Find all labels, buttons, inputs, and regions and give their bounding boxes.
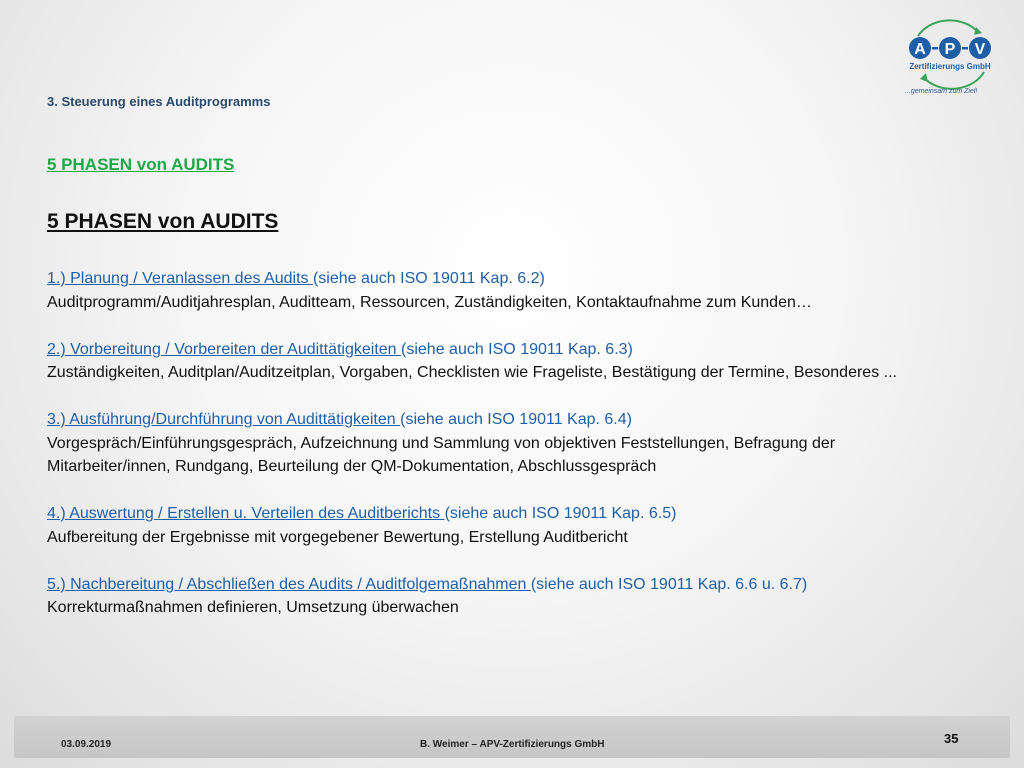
phase-link[interactable]: 3.) Ausführung/Durchführung von Audittätigkeiten [47,411,401,428]
phase-description: Korrekturmaßnahmen definieren, Umsetzung überwachen [47,599,459,616]
footer-author: B. Weimer – APV-Zertifizierungs GmbH [420,739,605,750]
phase-link[interactable]: 2.) Vorbereitung / Vorbereiten der Audittätigkeiten [47,340,402,358]
section-title: 3. Steuerung eines Auditprogramms [47,94,271,109]
phase-description: Aufbereitung der Ergebnisse mit vorgegebener Bewertung, Erstellung Auditbericht [47,528,628,546]
phase-item [47,502,947,549]
phase-reference: (siehe auch ISO 19011 Kap. 6.2) [312,270,545,287]
phase-item [47,573,947,620]
page-number: 35 [944,731,959,746]
logo-company: Zertifizierungs GmbH [909,62,991,71]
logo-letter-v: V [974,41,986,58]
phase-list [47,267,947,643]
logo-letter-a: A [914,41,926,58]
footer-bar [14,716,1010,758]
phase-description: Zuständigkeiten, Auditplan/Auditzeitplan, Vorgaben, Checklisten wie Frageliste, Bestätigung der Termine, Besonderes ... [47,364,897,381]
phase-link[interactable]: 4.) Auswertung / Erstellen u. Verteilen des Auditberichts [47,505,445,522]
phase-reference: (siehe auch ISO 19011 Kap. 6.6 u. 6.7) [530,575,808,593]
phase-description: Vorgespräch/Einführungsgespräch, Aufzeichnung und Sammlung von objektiven Feststellungen, Befragung der Mitarbeiter/innen, Rundgang, Beurteilung der QM-Dokumentation, Abschlussgespräch [47,434,836,475]
phase-reference: (siehe auch ISO 19011 Kap. 6.3) [401,340,633,358]
phase-link[interactable]: 5.) Nachbereitung / Abschließen des Audits / Auditfolgemaßnahmen [47,575,531,593]
phase-item [47,267,947,314]
phase-description: Auditprogramm/Auditjahresplan, Auditteam, Ressourcen, Zuständigkeiten, Kontaktaufnahme zum Kunden… [47,293,812,311]
logo-letter-p: P [944,41,956,58]
main-heading: 5 PHASEN von AUDITS [47,210,279,233]
phase-link[interactable]: 1.) Planung / Veranlassen des Audits [47,270,313,287]
green-heading: 5 PHASEN von AUDITS [47,155,235,174]
phase-reference: (siehe auch ISO 19011 Kap. 6.5) [444,505,677,522]
phase-reference: (siehe auch ISO 19011 Kap. 6.4) [400,411,632,428]
logo-tagline: ...gemeinsam zum Ziel! [905,88,978,95]
footer-date: 03.09.2019 [61,739,112,750]
phase-item [47,338,947,385]
phase-item [47,408,947,479]
